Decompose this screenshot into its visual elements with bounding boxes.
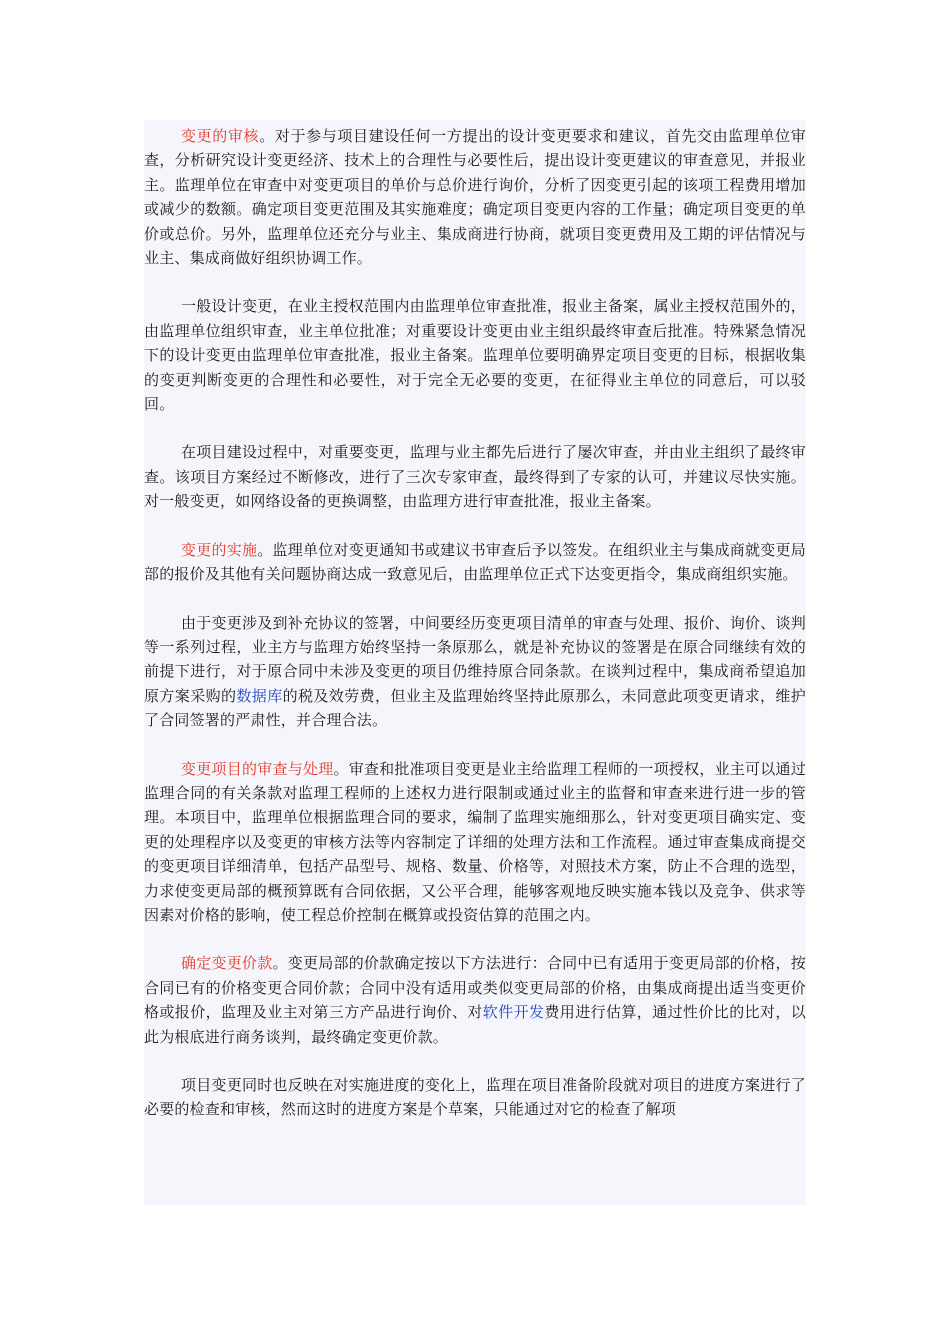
section-heading-change-item-review: 变更项目的审查与处理 (181, 759, 334, 778)
paragraph-text: 的税及效劳费，但业主及监理始终坚持此原那么，未同意此项变更请求，维护了合同签署的严肃性，并合理合法。 (144, 686, 806, 730)
paragraph-text: 。审查和批准项目变更是业主给监理工程师的一项授权，业主可以通过监理合同的有关条款对监理工程师的上述权力进行限制或通过业主的监督和审查来进行进一步的管理。本项目中，监理单位根据监理合同的要求，编制了监理实施细那么，针对变更项目确实定、变更的处理程序以及变更的审核方法等内容制定了详细的处理方法和工作流程。通过审查集成商提交的变更项目详细清单，包括产品型号、规格、数量、价格等，对照技术方案，防止不合理的选型，力求使变更局部的概预算既有合同依据，又公平合理，能够客观地反映实施本钱以及竞争、供求等因素对价格的影响，使工程总价控制在概算或投资估算的范围之内。 (144, 759, 806, 924)
paragraph-change-price (144, 951, 806, 1049)
document-body (144, 120, 806, 1205)
paragraph-change-review (144, 124, 806, 270)
section-heading-change-review: 变更的审核 (181, 127, 260, 145)
paragraph-text: 。对于参与项目建设任何一方提出的设计变更要求和建议，首先交由监理单位审查，分析研究设计变更经济、技术上的合理性与必要性后，提出设计变更建议的审查意见，并报业主。监理单位在审查中对变更项目的单价与总价进行询价，分析了因变更引起的该项工程费用增加或减少的数额。确定项目变更范围及其实施难度；确定项目变更内容的工作量；确定项目变更的单价或总价。另外，监理单位还充分与业主、集成商进行协商，就项目变更费用及工期的评估情况与业主、集成商做好组织协调工作。 (144, 127, 806, 268)
link-software-development[interactable]: 软件开发 (482, 1003, 545, 1022)
paragraph-text: 项目变更同时也反映在对实施进度的变化上，监理在项目准备阶段就对项目的进度方案进行了必要的检查和审核，然而这时的进度方案是个草案，只能通过对它的检查了解项 (144, 1076, 806, 1119)
link-database[interactable]: 数据库 (236, 686, 283, 705)
section-heading-change-implementation: 变更的实施 (181, 540, 258, 559)
paragraph-text: 在项目建设过程中，对重要变更，监理与业主都先后进行了屡次审查，并由业主组织了最终审查。该项目方案经过不断修改，进行了三次专家审查，最终得到了专家的认可，并建议尽快实施。对一般变更，如网络设备的更换调整，由监理方进行审查批准，报业主备案。 (144, 443, 806, 511)
paragraph-text: 由于变更涉及到补充协议的签署，中间要经历变更项目清单的审查与处理、报价、询价、谈判等一系列过程，业主方与监理方始终坚持一条原那么，就是补充协议的签署是在原合同继续有效的前提下进行，对于原合同中未涉及变更的项目仍维持原合同条款。在谈判过程中，集成商希望追加原方案采购的 (144, 613, 806, 705)
paragraph-change-item-review (144, 757, 806, 928)
paragraph-text: 费用进行估算，通过性价比的比对，以此为根底进行商务谈判，最终确定变更价款。 (144, 1003, 806, 1046)
paragraph-text: 一般设计变更，在业主授权范围内由监理单位审查批准，报业主备案，属业主授权范围外的，由监理单位组织审查，业主单位批准；对重要设计变更由业主组织最终审查后批准。特殊紧急情况下的设计变更由监理单位审查批准，报业主备案。监理单位要明确界定项目变更的目标，根据收集的变更判断变更的合理性和必要性，对于完全无必要的变更，在征得业主单位的同意后，可以驳回。 (144, 297, 806, 414)
paragraph-supplementary-agreement (144, 611, 806, 733)
paragraph-general-design-change (144, 294, 806, 416)
paragraph-change-implementation (144, 538, 806, 587)
section-heading-change-price: 确定变更价款 (181, 954, 273, 973)
paragraph-text: 。变更局部的价款确定按以下方法进行：合同中已有适用于变更局部的价格，按合同已有的价格变更合同价款；合同中没有适用或类似变更局部的价格，由集成商提出适当变更价格或报价，监理及业主对第三方产品进行询价、对 (144, 954, 806, 1022)
paragraph-text: 。监理单位对变更通知书或建议书审查后予以签发。在组织业主与集成商就变更局部的报价及其他有关问题协商达成一致意见后，由监理单位正式下达变更指令，集成商组织实施。 (144, 540, 806, 584)
paragraph-schedule-change (144, 1073, 806, 1122)
paragraph-construction-process (144, 440, 806, 513)
